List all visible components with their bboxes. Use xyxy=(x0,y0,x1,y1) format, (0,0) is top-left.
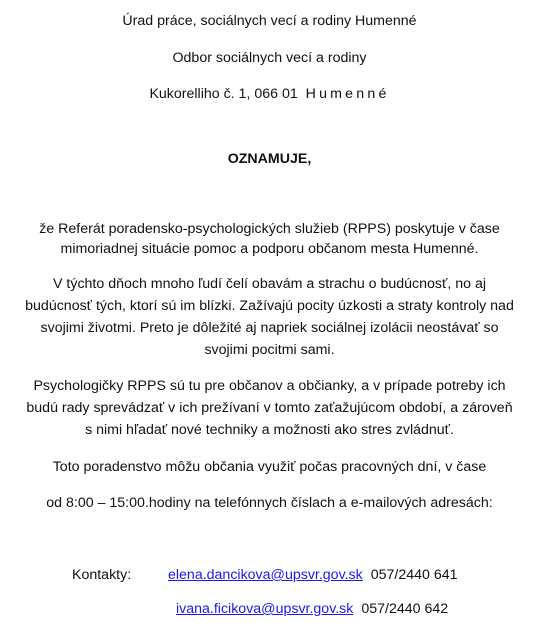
office-name: Úrad práce, sociálnych vecí a rodiny Humenné xyxy=(122,13,417,29)
address-street: Kukorelliho č. 1, 066 01 xyxy=(149,86,298,102)
paragraph-3-line-2: budú rady sprevádzať v ich prežívaní v tomto zaťažujúcom období, a zároveň xyxy=(26,400,513,416)
contacts-label: Kontakty: xyxy=(72,567,132,583)
paragraph-2-line-4: svojimi pocitmi sami. xyxy=(204,342,335,358)
announcement-title: OZNAMUJE, xyxy=(227,151,312,167)
contact-row-2 xyxy=(176,600,448,618)
paragraph-4-line-1: Toto poradenstvo môžu občania využiť počas pracovných dní, v čase xyxy=(52,459,487,475)
office-address xyxy=(0,85,539,103)
paragraph-4-line-2: od 8:00 – 15:00.hodiny na telefónnych číslach a e-mailových adresách: xyxy=(46,495,493,511)
contact-email-link-2[interactable]: ivana.ficikova@upsvr.gov.sk xyxy=(176,601,354,617)
paragraph-2-line-1: V týchto dňoch mnoho ľudí čelí obavám a strachu o budúcnosť, no aj xyxy=(53,276,486,292)
department-name: Odbor sociálnych vecí a rodiny xyxy=(172,50,367,66)
paragraph-2-line-3: svojimi životmi. Preto je dôležité aj napriek sociálnej izolácii neostávať so xyxy=(40,320,499,336)
contact-phone-1: 057/2440 641 xyxy=(370,567,458,583)
paragraph-3-line-3: s nimi hľadať nové techniky a možnosti ako stres zvládnuť. xyxy=(85,422,454,438)
address-city: Humenné xyxy=(305,86,390,102)
paragraph-3-line-1: Psychologičky RPPS sú tu pre občanov a občianky, a v prípade potreby ich xyxy=(33,378,506,394)
contact-row-1 xyxy=(168,566,458,584)
paragraph-1-line-1: že Referát poradensko-psychologických služieb (RPPS) poskytuje v čase xyxy=(39,221,500,237)
paragraph-1-line-2: mimoriadnej situácie pomoc a podporu občanom mesta Humenné. xyxy=(60,241,479,257)
paragraph-2-line-2: budúcnosť tých, ktorí sú im blízki. Zažívajú pocity úzkosti a straty kontroly nad xyxy=(25,298,514,314)
contact-email-link-1[interactable]: elena.dancikova@upsvr.gov.sk xyxy=(168,567,363,583)
contact-phone-2: 057/2440 642 xyxy=(361,601,449,617)
